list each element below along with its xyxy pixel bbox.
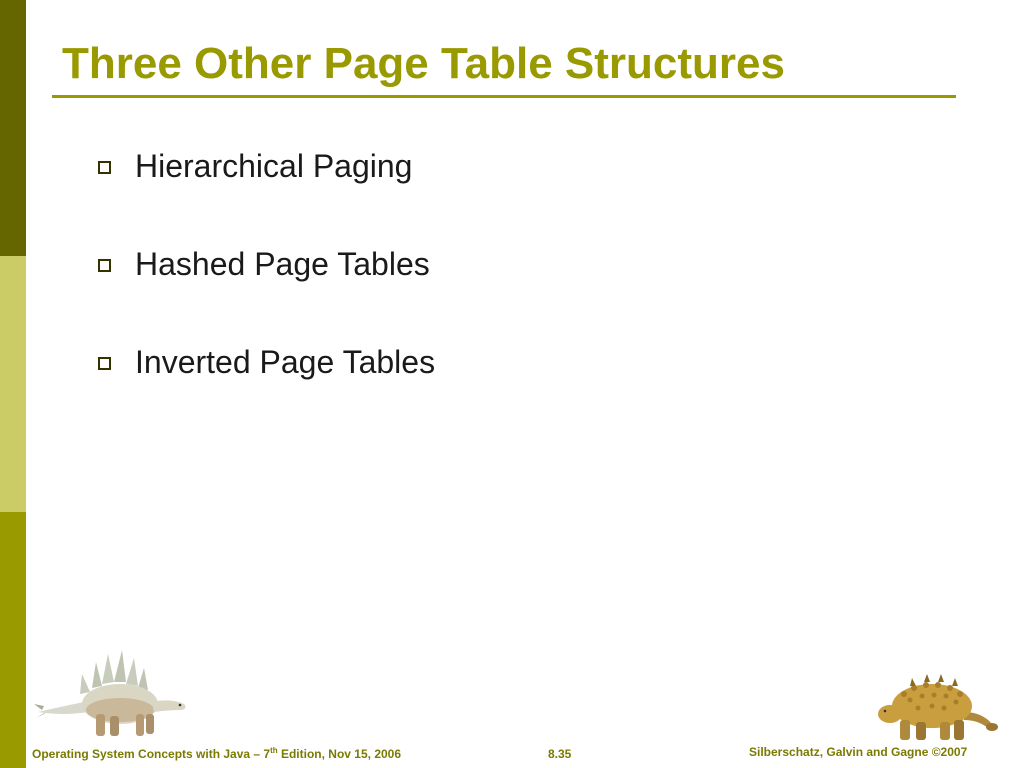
- hollow-square-bullet-icon: [98, 161, 111, 174]
- bullet-item: [98, 342, 435, 440]
- footer-course-info: Operating System Concepts with Java – 7th Edition, Nov 15, 2006: [32, 746, 402, 761]
- slide-title: Three Other Page Table Structures: [62, 39, 785, 88]
- bullet-list: [98, 146, 435, 440]
- footer-page-number: 8.35: [548, 747, 572, 761]
- footer-copyright: Silberschatz, Galvin and Gagne ©2007: [749, 745, 968, 759]
- bullet-text: Hierarchical Paging: [135, 148, 413, 184]
- bullet-item: [98, 244, 435, 342]
- bullet-text: Inverted Page Tables: [135, 344, 436, 380]
- side-bar-light: [0, 256, 26, 512]
- side-bar-medium: [0, 512, 26, 768]
- side-bar-dark: [0, 0, 26, 256]
- title-underline: [52, 95, 956, 98]
- hollow-square-bullet-icon: [98, 357, 111, 370]
- bullet-text: Hashed Page Tables: [135, 246, 430, 282]
- bullet-item: [98, 146, 435, 244]
- hollow-square-bullet-icon: [98, 259, 111, 272]
- stegosaurus-icon: [34, 648, 190, 742]
- ankylosaurus-icon: [874, 672, 1000, 746]
